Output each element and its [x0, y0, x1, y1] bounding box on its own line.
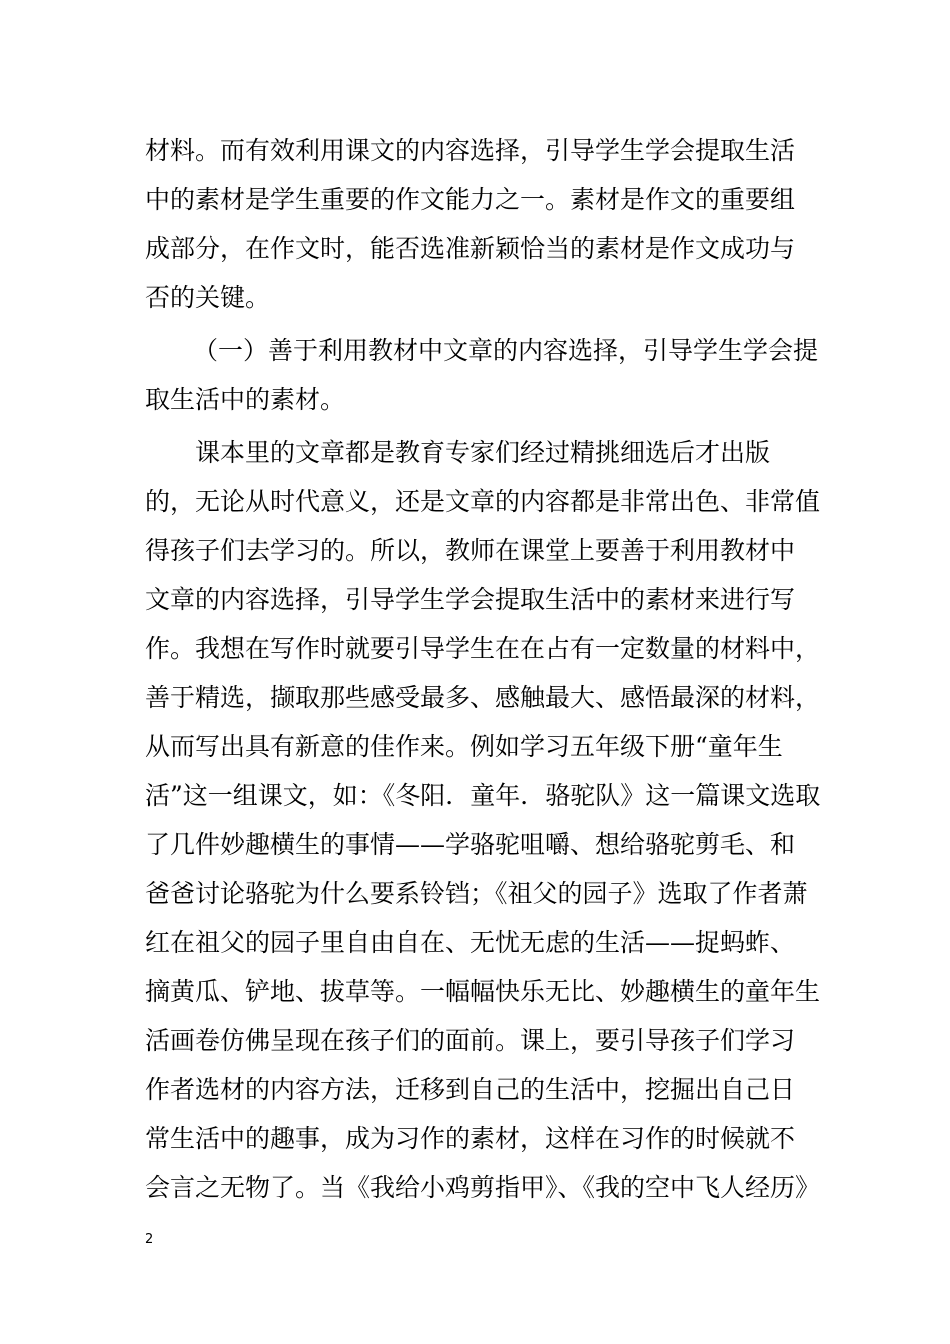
text-line: 中的素材是学生重要的作文能力之一。素材是作文的重要组 [145, 185, 796, 214]
body-text [145, 126, 821, 1212]
text-line: 常生活中的趣事，成为习作的素材，这样在习作的时候就不 [145, 1124, 796, 1153]
text-line: 材料。而有效利用课文的内容选择，引导学生学会提取生活 [145, 136, 796, 165]
text-line: 从而写出具有新意的佳作来。例如学习五年级下册“童年生 [145, 732, 783, 761]
text-line: 善于精选，撷取那些感受最多、感触最大、感悟最深的材料， [145, 683, 821, 712]
text-line: 红在祖父的园子里自由自在、无忧无虑的生活——捉蚂蚱、 [145, 928, 796, 957]
text-line: 否的关键。 [145, 283, 271, 312]
section-heading-line: （一）善于利用教材中文章的内容选择，引导学生学会提 [193, 336, 819, 365]
text-line: 了几件妙趣横生的事情——学骆驼咀嚼、想给骆驼剪毛、和 [145, 830, 796, 859]
text-line: 会言之无物了。当《我给小鸡剪指甲》、《我的空中飞人经历》 [145, 1173, 821, 1202]
text-line: 活画卷仿佛呈现在孩子们的面前。课上，要引导孩子们学习 [145, 1026, 796, 1055]
text-line: 活”这一组课文，如：《冬阳．童年．骆驼队》这一篇课文选取 [145, 781, 821, 810]
text-line: 成部分，在作文时，能否选准新颖恰当的素材是作文成功与 [145, 234, 796, 263]
text-line: 摘黄瓜、铲地、拔草等。一幅幅快乐无比、妙趣横生的童年生 [145, 977, 821, 1006]
page-number: 2 [145, 1232, 154, 1247]
text-line: 文章的内容选择，引导学生学会提取生活中的素材来进行写 [145, 585, 796, 614]
section-heading-line: 取生活中的素材。 [145, 385, 346, 414]
text-line: 爸爸讨论骆驼为什么要系铃铛；《祖父的园子》选取了作者萧 [145, 879, 808, 908]
paragraph-first-line: 课本里的文章都是教育专家们经过精挑细选后才出版 [195, 438, 771, 467]
text-line: 得孩子们去学习的。所以，教师在课堂上要善于利用教材中 [145, 536, 796, 565]
text-line: 作。我想在写作时就要引导学生在在占有一定数量的材料中， [145, 634, 821, 663]
text-line: 作者选材的内容方法，迁移到自己的生活中，挖掘出自己日 [145, 1075, 796, 1104]
text-line: 的，无论从时代意义，还是文章的内容都是非常出色、非常值 [145, 487, 821, 516]
